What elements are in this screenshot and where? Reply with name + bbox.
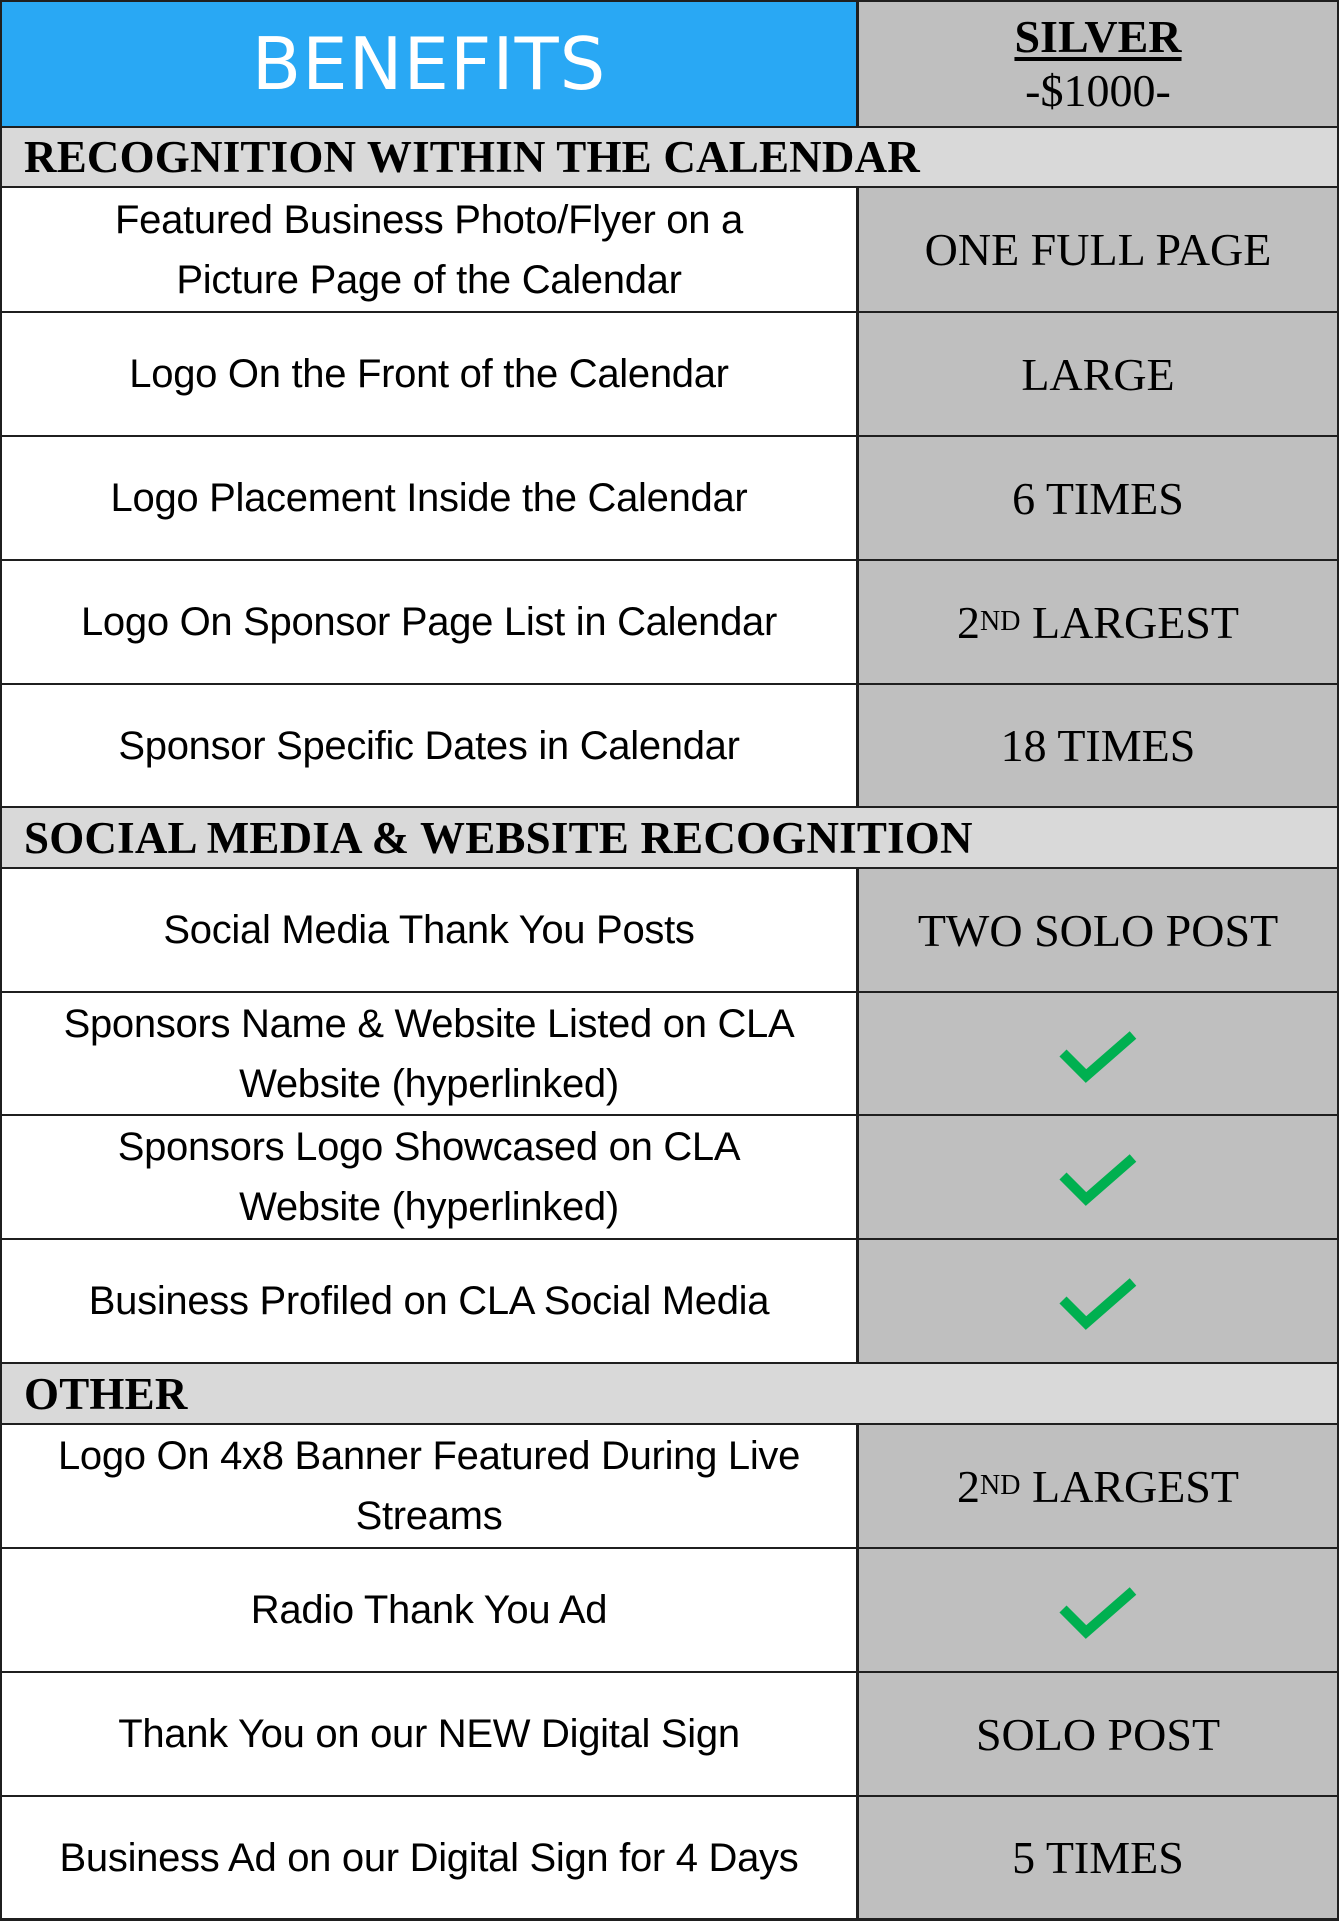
table-row	[0, 1795, 1339, 1921]
benefit-value: 18 TIMES	[859, 685, 1337, 806]
value-ordinal-number: 2	[957, 596, 981, 648]
benefit-label: Sponsor Specific Dates in Calendar	[2, 685, 859, 806]
benefit-label: Sponsors Name & Website Listed on CLA Website (hyperlinked)	[2, 993, 859, 1114]
benefit-value: 2 ND LARGEST	[859, 561, 1337, 683]
section-header-other: OTHER	[0, 1362, 1339, 1423]
tier-price: -$1000-	[1025, 65, 1171, 116]
table-row	[0, 435, 1339, 559]
section-header-calendar: RECOGNITION WITHIN THE CALENDAR	[0, 126, 1339, 186]
table-row	[0, 1423, 1339, 1547]
benefit-value: 6 TIMES	[859, 437, 1337, 559]
table-row	[0, 1671, 1339, 1795]
value-ordinal-number: 2	[957, 1460, 981, 1512]
benefit-label: Logo On Sponsor Page List in Calendar	[2, 561, 859, 683]
benefit-label: Logo On the Front of the Calendar	[2, 313, 859, 435]
benefit-value: 2 ND LARGEST	[859, 1425, 1337, 1547]
benefit-label: Social Media Thank You Posts	[2, 869, 859, 991]
table-row	[0, 311, 1339, 435]
benefit-label: Featured Business Photo/Flyer on a Picture Page of the Calendar	[2, 188, 859, 311]
benefit-value	[859, 1549, 1337, 1671]
benefit-label: Business Profiled on CLA Social Media	[2, 1240, 859, 1362]
benefit-value: LARGE	[859, 313, 1337, 435]
benefit-label: Logo On 4x8 Banner Featured During Live Streams	[2, 1425, 859, 1547]
tier-header	[859, 2, 1337, 126]
check-icon	[1059, 1276, 1137, 1332]
table-row	[0, 1547, 1339, 1671]
table-row	[0, 559, 1339, 683]
check-icon	[1059, 1152, 1137, 1208]
table-row	[0, 991, 1339, 1114]
benefit-label: Sponsors Logo Showcased on CLA Website (hyperlinked)	[2, 1116, 859, 1238]
benefit-value	[859, 1240, 1337, 1362]
table-row	[0, 1238, 1339, 1362]
table-row	[0, 186, 1339, 311]
benefit-value: TWO SOLO POST	[859, 869, 1337, 991]
check-icon	[1059, 1029, 1137, 1085]
benefit-label: Business Ad on our Digital Sign for 4 Days	[2, 1797, 859, 1918]
table-row	[0, 1114, 1339, 1238]
benefit-value	[859, 1116, 1337, 1238]
table-row	[0, 683, 1339, 806]
value-text: LARGEST	[1020, 1460, 1239, 1512]
table-row	[0, 867, 1339, 991]
tier-name: SILVER	[1014, 11, 1182, 62]
benefit-value	[859, 993, 1337, 1114]
benefit-label: Radio Thank You Ad	[2, 1549, 859, 1671]
benefit-value: 5 TIMES	[859, 1797, 1337, 1918]
benefits-header: BENEFITS	[2, 2, 859, 126]
benefit-label: Logo Placement Inside the Calendar	[2, 437, 859, 559]
benefit-label: Thank You on our NEW Digital Sign	[2, 1673, 859, 1795]
section-header-social-media: SOCIAL MEDIA & WEBSITE RECOGNITION	[0, 806, 1339, 867]
check-icon	[1059, 1585, 1137, 1641]
value-text: LARGEST	[1020, 596, 1239, 648]
benefit-value: SOLO POST	[859, 1673, 1337, 1795]
table-header-row	[0, 0, 1339, 126]
benefit-value: ONE FULL PAGE	[859, 188, 1337, 311]
